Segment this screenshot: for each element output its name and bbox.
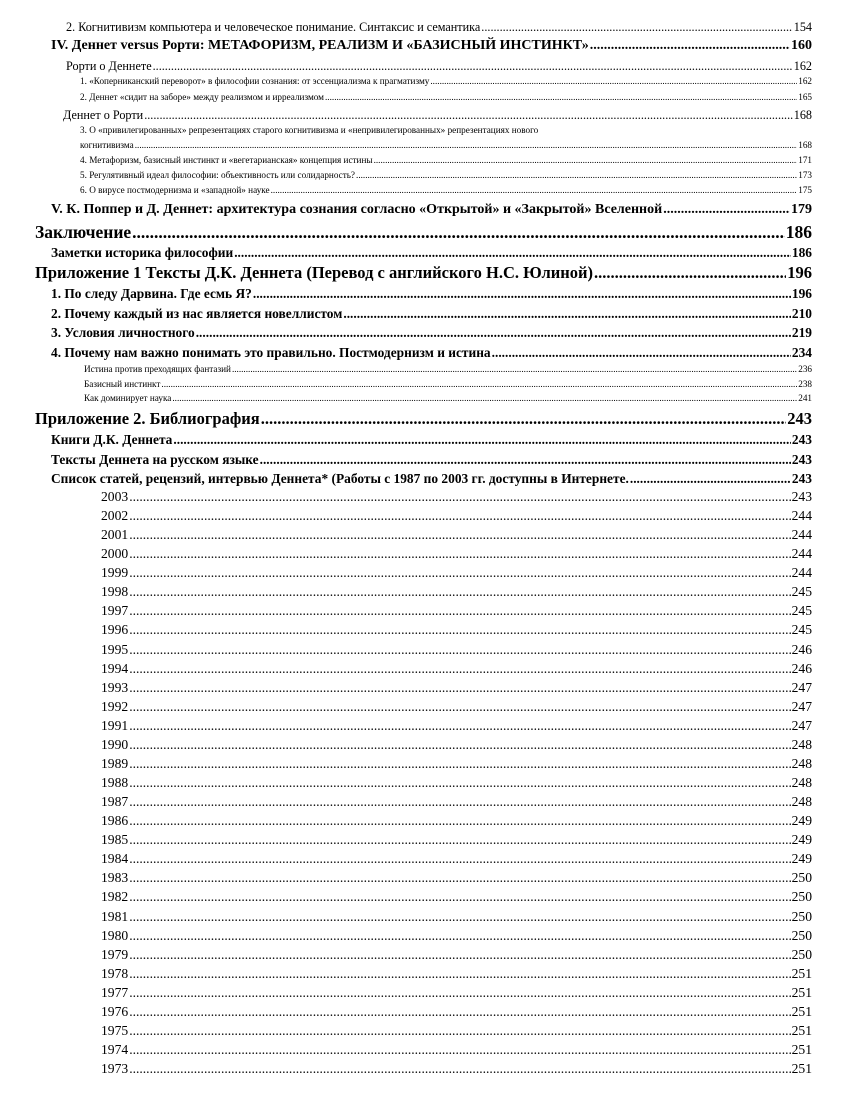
toc-entry-page: 168: [793, 108, 812, 122]
toc-entry-title: 2. Почему каждый из нас является новеллистом: [51, 306, 343, 321]
toc-entry-page: 243: [791, 471, 812, 486]
toc-entry-title: Заметки историка философии: [51, 245, 234, 260]
dot-leader: [260, 452, 791, 468]
year-page: 244: [791, 565, 812, 580]
toc-entry-page: 173: [798, 170, 812, 180]
toc-entry: [51, 286, 812, 302]
year-label: 1997: [101, 603, 129, 618]
year-page: 244: [791, 508, 812, 523]
year-entry: [101, 985, 812, 1001]
dot-leader: [129, 928, 790, 944]
toc-entry: [80, 170, 812, 180]
year-label: 1974: [101, 1042, 129, 1057]
year-label: 1981: [101, 909, 129, 924]
year-page: 249: [791, 832, 812, 847]
dot-leader: [129, 794, 790, 810]
dot-leader: [129, 1042, 790, 1058]
year-page: 248: [791, 737, 812, 752]
year-page: 250: [791, 870, 812, 885]
toc-entry-page: 236: [798, 364, 812, 374]
toc-entry-page: 162: [798, 76, 812, 86]
year-page: 246: [791, 661, 812, 676]
toc-entry-page: 196: [791, 286, 812, 301]
toc-entry: [51, 306, 812, 322]
year-label: 1975: [101, 1023, 129, 1038]
year-page: 251: [791, 1042, 812, 1057]
year-label: 1996: [101, 622, 129, 637]
toc-entry-title: V. К. Поппер и Д. Деннет: архитектура сознания согласно «Открытой» и «Закрытой» Вселенной: [51, 202, 663, 217]
toc-entry: [51, 245, 812, 261]
dot-leader: [430, 76, 797, 86]
year-page: 251: [791, 985, 812, 1000]
year-page: 244: [791, 546, 812, 561]
dot-leader: [129, 947, 790, 963]
year-label: 1988: [101, 775, 129, 790]
year-page: 248: [791, 775, 812, 790]
year-page: 243: [791, 489, 812, 504]
toc-entry-title: Деннет о Рорти: [63, 108, 144, 122]
year-entry: [101, 489, 812, 505]
toc-entry-title: 6. О вирусе постмодернизма и «западной» науке: [80, 185, 270, 195]
year-entry: [101, 794, 812, 810]
year-page: 248: [791, 794, 812, 809]
dot-leader: [129, 966, 790, 982]
dot-leader: [173, 432, 791, 448]
dot-leader: [129, 870, 790, 886]
dot-leader: [129, 756, 790, 772]
dot-leader: [234, 245, 791, 261]
year-entry: [101, 870, 812, 886]
toc-entry-title: 4. Почему нам важно понимать это правильно. Постмодернизм и истина: [51, 345, 491, 360]
toc-entry: [84, 393, 812, 403]
dot-leader: [261, 409, 787, 429]
year-label: 1980: [101, 928, 129, 943]
dot-leader: [129, 642, 790, 658]
year-label: 1979: [101, 947, 129, 962]
dot-leader: [129, 718, 790, 734]
dot-leader: [129, 851, 790, 867]
year-page: 251: [791, 1023, 812, 1038]
toc-entry-title: Как доминирует наука: [84, 393, 172, 403]
year-entry: [101, 603, 812, 619]
toc-entry: [51, 325, 812, 341]
year-entry: [101, 813, 812, 829]
toc-entry-title: 5. Регулятивный идеал философии: объективность или солидарность?: [80, 170, 356, 180]
year-page: 251: [791, 1061, 812, 1076]
toc-entry-page: 171: [798, 155, 812, 165]
year-label: 1993: [101, 680, 129, 695]
toc-entry-title: 4. Метафоризм, базисный инстинкт и «вегетарианская» концепция истины: [80, 155, 373, 165]
year-page: 250: [791, 889, 812, 904]
dot-leader: [196, 325, 791, 341]
dot-leader: [129, 832, 790, 848]
year-label: 1986: [101, 813, 129, 828]
year-label: 1977: [101, 985, 129, 1000]
year-label: 1994: [101, 661, 129, 676]
dot-leader: [129, 508, 790, 524]
dot-leader: [232, 364, 797, 374]
dot-leader: [129, 603, 790, 619]
toc-entry: [51, 202, 812, 218]
dot-leader: [129, 699, 790, 715]
dot-leader: [129, 1061, 790, 1077]
year-label: 1998: [101, 584, 129, 599]
year-page: 251: [791, 1004, 812, 1019]
year-entry: [101, 508, 812, 524]
year-entry: [101, 737, 812, 753]
dot-leader: [172, 393, 797, 403]
toc-entry: [35, 409, 812, 429]
year-label: 1984: [101, 851, 129, 866]
toc-entry: [84, 379, 812, 389]
year-label: 1990: [101, 737, 129, 752]
toc-entry-page: 243: [791, 432, 812, 447]
toc-entry: [51, 471, 812, 487]
toc-entry: [80, 140, 812, 150]
dot-leader: [129, 985, 790, 1001]
dot-leader: [129, 489, 790, 505]
toc-entry-title: 2. Деннет «сидит на заборе» между реализмом и ирреализмом: [80, 92, 324, 102]
year-entry: [101, 565, 812, 581]
toc-entry-title: Книги Д.К. Деннета: [51, 432, 173, 447]
toc-entry-title: Список статей, рецензий, интервью Деннета* (Работы с 1987 по 2003 гг. доступны в Интернете.: [51, 471, 629, 486]
year-label: 2001: [101, 527, 129, 542]
year-page: 250: [791, 928, 812, 943]
toc-entry: [66, 59, 812, 74]
year-entry: [101, 1004, 812, 1020]
dot-leader: [271, 185, 798, 195]
year-page: 245: [791, 622, 812, 637]
toc-entry: [51, 38, 812, 54]
dot-leader: [161, 379, 797, 389]
year-entry: [101, 928, 812, 944]
toc-entry-page: 165: [798, 92, 812, 102]
year-label: 1982: [101, 889, 129, 904]
toc-entry-title: Базисный инстинкт: [84, 379, 161, 389]
toc-entry-page: 186: [791, 245, 812, 260]
dot-leader: [144, 108, 793, 123]
year-entry: [101, 680, 812, 696]
year-entry: [101, 1023, 812, 1039]
toc-entry: [51, 452, 812, 468]
year-label: 1987: [101, 794, 129, 809]
toc-entry-page: 162: [793, 59, 812, 73]
dot-leader: [129, 737, 790, 753]
toc-entry: [80, 92, 812, 102]
year-page: 247: [791, 718, 812, 733]
toc-entry-title: Приложение 2. Библиография: [35, 409, 260, 428]
dot-leader: [492, 345, 791, 361]
year-page: 250: [791, 947, 812, 962]
dot-leader: [135, 140, 798, 150]
year-page: 247: [791, 699, 812, 714]
dot-leader: [630, 471, 791, 487]
dot-leader: [129, 1004, 790, 1020]
dot-leader: [153, 59, 793, 74]
year-label: 1983: [101, 870, 129, 885]
toc-entry-page: 243: [787, 409, 812, 428]
toc-entry-title: 3. О «привилегированных» репрезентациях старого когнитивизма и «непривилегированных» репрезентациях нового: [80, 125, 539, 135]
toc-entry: [35, 222, 812, 243]
dot-leader: [129, 546, 790, 562]
toc-entry-title: 1. «Коперниканский переворот» в философии сознания: от эссенциализма к прагматизму: [80, 76, 430, 86]
year-page: 247: [791, 680, 812, 695]
dot-leader: [129, 584, 790, 600]
year-page: 248: [791, 756, 812, 771]
year-page: 250: [791, 909, 812, 924]
year-entry: [101, 909, 812, 925]
toc-entry-page: 238: [798, 379, 812, 389]
dot-leader: [343, 306, 791, 322]
year-entry: [101, 527, 812, 543]
year-label: 1976: [101, 1004, 129, 1019]
toc-entry: [35, 263, 812, 283]
dot-leader: [129, 813, 790, 829]
toc-entry-page: 186: [785, 222, 812, 242]
year-label: 1989: [101, 756, 129, 771]
dot-leader: [663, 202, 790, 218]
year-page: 245: [791, 584, 812, 599]
toc-entry-title: Истина против преходящих фантазий: [84, 364, 231, 374]
year-label: 1992: [101, 699, 129, 714]
dot-leader: [594, 263, 786, 283]
toc-entry: [80, 185, 812, 195]
dot-leader: [374, 155, 798, 165]
dot-leader: [129, 1023, 790, 1039]
toc-entry-first-line: [80, 125, 812, 135]
year-entry: [101, 1042, 812, 1058]
year-entry: [101, 718, 812, 734]
year-label: 2002: [101, 508, 129, 523]
toc-entry: [51, 345, 812, 361]
dot-leader: [253, 286, 791, 302]
year-entry: [101, 661, 812, 677]
toc-entry: [66, 20, 812, 35]
year-label: 1973: [101, 1061, 129, 1076]
year-entry: [101, 832, 812, 848]
toc-entry-page: 179: [791, 202, 812, 217]
year-label: 2000: [101, 546, 129, 561]
dot-leader: [356, 170, 797, 180]
year-page: 251: [791, 966, 812, 981]
year-page: 245: [791, 603, 812, 618]
year-entry: [101, 622, 812, 638]
year-label: 1995: [101, 642, 129, 657]
year-entry: [101, 966, 812, 982]
toc-entry-title: Рорти о Деннете: [66, 59, 152, 73]
toc-entry: [51, 432, 812, 448]
toc-entry-title-continued: когнитивизма: [80, 140, 134, 150]
toc-entry-page: 175: [798, 185, 812, 195]
year-entry: [101, 584, 812, 600]
dot-leader: [132, 222, 785, 243]
toc-entry-page: 241: [798, 393, 812, 403]
year-label: 1978: [101, 966, 129, 981]
toc-entry-page: 243: [791, 452, 812, 467]
year-entry: [101, 775, 812, 791]
year-entry: [101, 889, 812, 905]
year-page: 249: [791, 851, 812, 866]
year-page: 244: [791, 527, 812, 542]
year-page: 246: [791, 642, 812, 657]
dot-leader: [129, 527, 790, 543]
toc-entry-page: 168: [798, 140, 812, 150]
dot-leader: [129, 661, 790, 677]
dot-leader: [129, 680, 790, 696]
year-label: 1991: [101, 718, 129, 733]
toc-entry-page: 160: [791, 38, 812, 53]
toc-entry: [80, 76, 812, 86]
dot-leader: [129, 775, 790, 791]
dot-leader: [129, 622, 790, 638]
year-page: 249: [791, 813, 812, 828]
toc-entry: [63, 108, 812, 123]
dot-leader: [481, 20, 792, 35]
toc-entry-title: 3. Условия личностного: [51, 325, 195, 340]
toc-entry-title: 1. По следу Дарвина. Где есмь Я?: [51, 286, 252, 301]
toc-entry-page: 196: [787, 263, 812, 282]
dot-leader: [129, 909, 790, 925]
year-entry: [101, 1061, 812, 1077]
toc-entry-page: 234: [791, 345, 812, 360]
toc-entry-title: IV. Деннет versus Рорти: МЕТАФОРИЗМ, РЕАЛИЗМ И «БАЗИСНЫЙ ИНСТИНКТ»: [51, 38, 589, 53]
year-entry: [101, 546, 812, 562]
year-label: 1985: [101, 832, 129, 847]
toc-entry-title: Приложение 1 Тексты Д.К. Деннета (Перевод с английского Н.С. Юлиной): [35, 263, 593, 282]
year-entry: [101, 756, 812, 772]
toc-entry: [80, 155, 812, 165]
toc-entry-title: Заключение: [35, 222, 132, 242]
dot-leader: [129, 565, 790, 581]
dot-leader: [590, 38, 790, 54]
year-entry: [101, 642, 812, 658]
year-entry: [101, 851, 812, 867]
toc-entry-title: Тексты Деннета на русском языке: [51, 452, 259, 467]
year-label: 1999: [101, 565, 129, 580]
year-entry: [101, 699, 812, 715]
toc-entry-title: 2. Когнитивизм компьютера и человеческое понимание. Синтаксис и семантика: [66, 20, 481, 34]
dot-leader: [129, 889, 790, 905]
toc-entry-page: 210: [791, 306, 812, 321]
toc-entry-page: 219: [791, 325, 812, 340]
toc-entry: [84, 364, 812, 374]
toc-entry-page: 154: [793, 20, 812, 34]
dot-leader: [325, 92, 797, 102]
year-label: 2003: [101, 489, 129, 504]
year-entry: [101, 947, 812, 963]
